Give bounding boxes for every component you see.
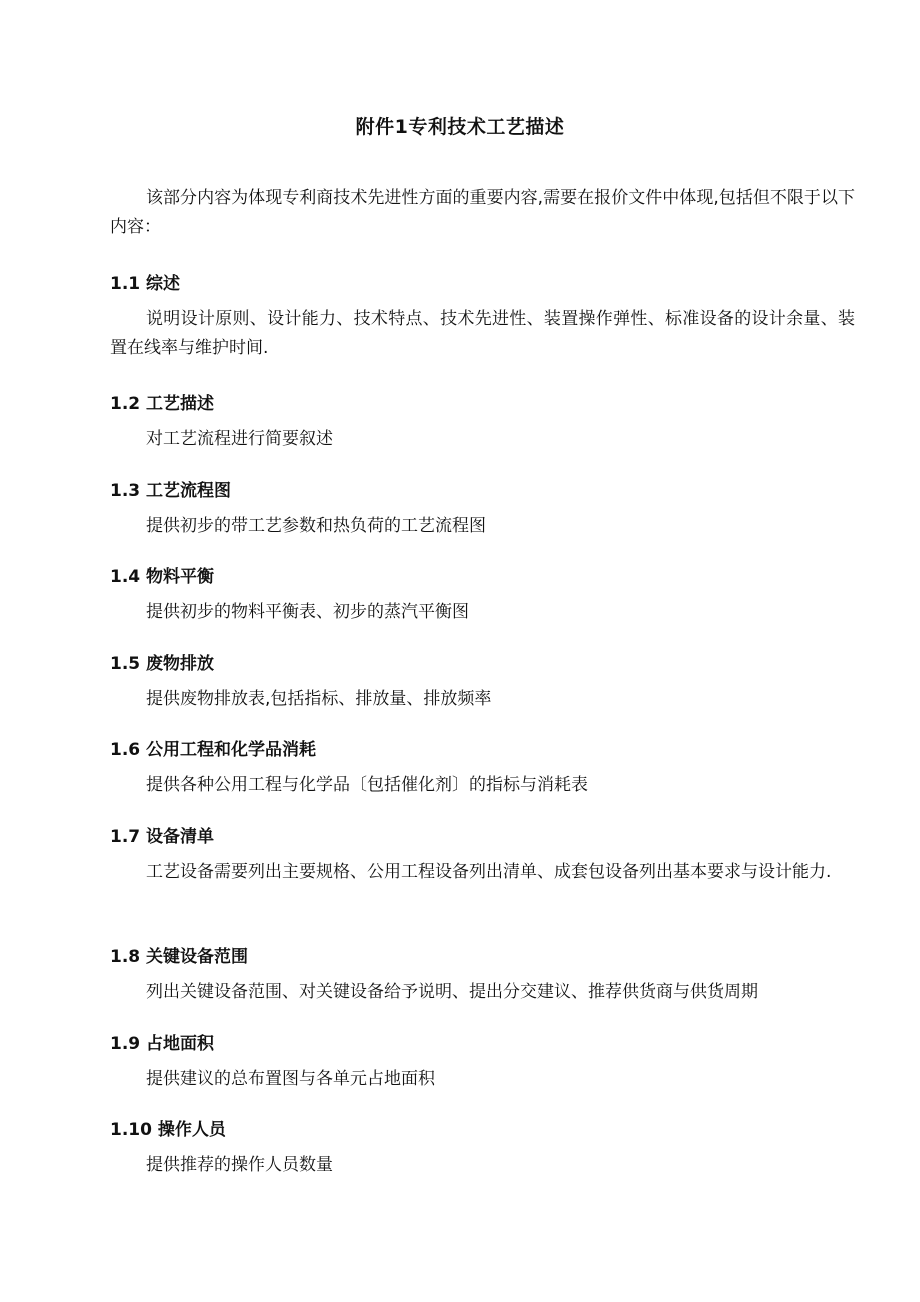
section-heading: 1.4 物料平衡 [110, 567, 215, 587]
section-heading: 1.8 关键设备范围 [110, 947, 249, 967]
section-body: 提供推荐的操作人员数量 [146, 1155, 333, 1175]
section-body: 提供初步的带工艺参数和热负荷的工艺流程图 [146, 516, 486, 536]
section-heading: 1.5 废物排放 [110, 654, 215, 674]
section-material-balance [110, 564, 855, 627]
section-body: 对工艺流程进行简要叙述 [146, 429, 333, 449]
section-heading: 1.1 综述 [110, 274, 181, 294]
section-heading: 1.6 公用工程和化学品消耗 [110, 740, 317, 760]
section-heading: 1.3 工艺流程图 [110, 481, 232, 501]
section-body: 提供各种公用工程与化学品〔包括催化剂〕的指标与消耗表 [146, 775, 588, 795]
section-process-flow-diagram [110, 478, 855, 541]
section-overview [110, 271, 855, 363]
section-heading: 1.7 设备清单 [110, 827, 215, 847]
section-body: 工艺设备需要列出主要规格、公用工程设备列出清单、成套包设备列出基本要求与设计能力. [146, 862, 832, 882]
section-utility-consumption [110, 737, 855, 800]
section-operators [110, 1117, 855, 1180]
section-waste-emission [110, 651, 855, 714]
section-footprint [110, 1031, 855, 1094]
section-body: 提供废物排放表,包括指标、排放量、排放频率 [146, 689, 492, 709]
section-process-description [110, 391, 855, 454]
section-body: 提供建议的总布置图与各单元占地面积 [146, 1069, 435, 1089]
section-body: 说明设计原则、设计能力、技术特点、技术先进性、装置操作弹性、标准设备的设计余量、装置在线率与维护时间. [110, 309, 855, 358]
section-heading: 1.9 占地面积 [110, 1034, 215, 1054]
section-body: 列出关键设备范围、对关键设备给予说明、提出分交建议、推荐供货商与供货周期 [146, 982, 758, 1002]
intro-paragraph: 该部分内容为体现专利商技术先进性方面的重要内容,需要在报价文件中体现,包括但不限于以下内容： [110, 188, 855, 237]
section-key-equipment [110, 944, 855, 1007]
section-body: 提供初步的物料平衡表、初步的蒸汽平衡图 [146, 602, 469, 622]
section-heading: 1.10 操作人员 [110, 1120, 226, 1140]
document-title: 附件1专利技术工艺描述 [355, 116, 565, 138]
section-equipment-list [110, 824, 855, 887]
section-heading: 1.2 工艺描述 [110, 394, 215, 414]
